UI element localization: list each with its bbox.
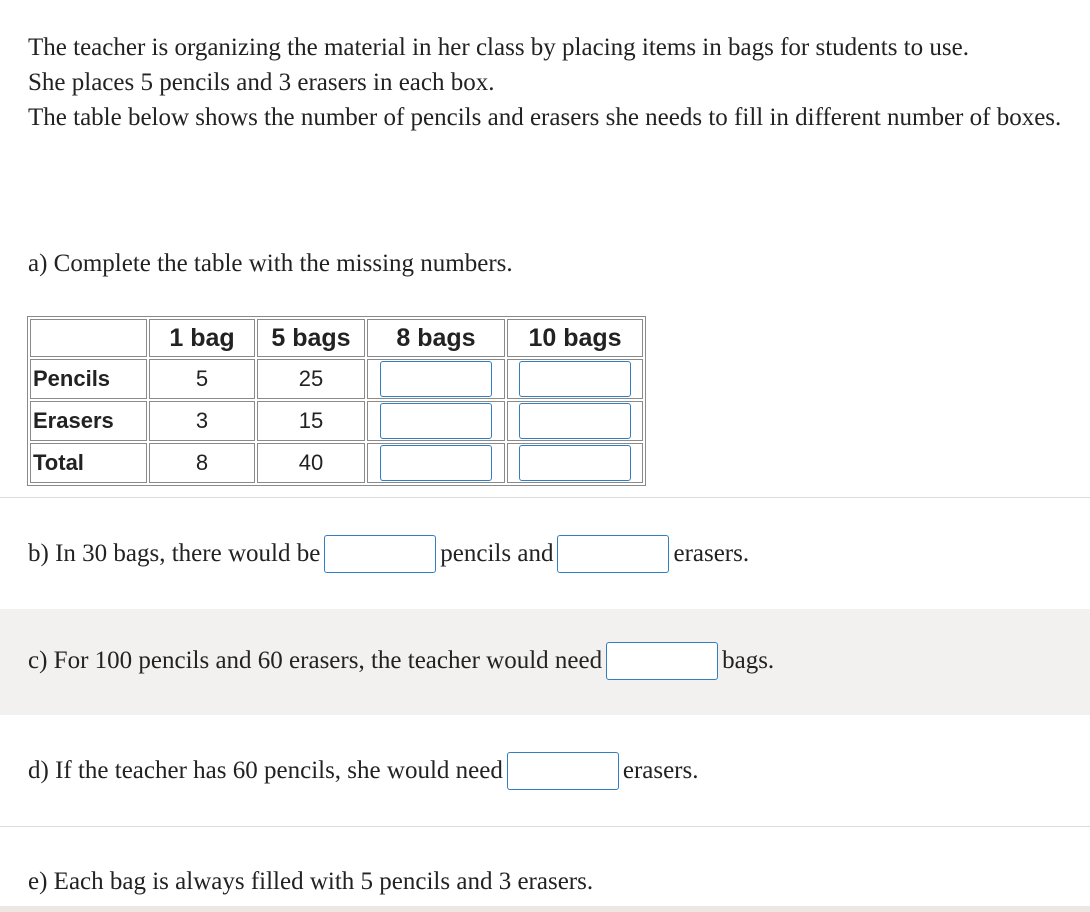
- table-row: [30, 401, 643, 441]
- erasers-10-bags-cell: [507, 401, 643, 441]
- bottom-bar: [0, 906, 1090, 912]
- part-c-bags-input[interactable]: [606, 642, 718, 680]
- part-b-erasers-input[interactable]: [557, 535, 669, 573]
- header-8-bags: 8 bags: [367, 319, 505, 357]
- row-label-total: Total: [30, 443, 147, 483]
- part-b-text-2: pencils and: [440, 540, 554, 567]
- total-1-bag: 8: [149, 443, 255, 483]
- pencils-1-bag: 5: [149, 359, 255, 399]
- intro-line-1: The teacher is organizing the material in her class by placing items in bags for students to use.: [28, 34, 969, 61]
- pencils-5-bags: 25: [257, 359, 365, 399]
- pencils-10-bags-cell: [507, 359, 643, 399]
- part-e-text-1: e) Each bag is always filled with 5 pencils and 3 erasers.: [28, 868, 594, 895]
- part-d-text-1: d) If the teacher has 60 pencils, she would need: [28, 757, 503, 784]
- total-10-bags-cell: [507, 443, 643, 483]
- pencils-8-bags-cell: [367, 359, 505, 399]
- part-d-erasers-input[interactable]: [507, 752, 619, 790]
- row-label-pencils: Pencils: [30, 359, 147, 399]
- part-e: [28, 862, 593, 902]
- table-row: [30, 359, 643, 399]
- pencils-8-bags-input[interactable]: [380, 361, 492, 397]
- divider: [0, 826, 1090, 827]
- part-c-text-2: bags.: [722, 647, 775, 674]
- erasers-1-bag: 3: [149, 401, 255, 441]
- total-8-bags-cell: [367, 443, 505, 483]
- header-empty: [30, 319, 147, 357]
- total-5-bags: 40: [257, 443, 365, 483]
- table-header-row: [30, 319, 643, 357]
- part-b: [28, 534, 749, 574]
- divider: [0, 497, 1090, 498]
- erasers-8-bags-cell: [367, 401, 505, 441]
- part-b-text-1: b) In 30 bags, there would be: [28, 540, 321, 567]
- pencils-10-bags-input[interactable]: [519, 361, 631, 397]
- total-8-bags-input[interactable]: [380, 445, 492, 481]
- erasers-10-bags-input[interactable]: [519, 403, 631, 439]
- part-b-text-3: erasers.: [673, 540, 750, 567]
- header-1-bag: 1 bag: [149, 319, 255, 357]
- part-c: [28, 641, 774, 681]
- intro-line-3: The table below shows the number of pencils and erasers she needs to fill in different number of boxes.: [28, 104, 1062, 131]
- erasers-5-bags: 15: [257, 401, 365, 441]
- table-row: [30, 443, 643, 483]
- erasers-8-bags-input[interactable]: [380, 403, 492, 439]
- problem-intro: [28, 30, 1078, 135]
- part-c-text-1: c) For 100 pencils and 60 erasers, the teacher would need: [28, 647, 603, 674]
- intro-line-2: She places 5 pencils and 3 erasers in each box.: [28, 69, 495, 96]
- bags-table: [27, 316, 646, 486]
- part-d-text-2: erasers.: [622, 757, 699, 784]
- part-a-prompt: a) Complete the table with the missing numbers.: [28, 250, 513, 277]
- part-b-pencils-input[interactable]: [324, 535, 436, 573]
- row-label-erasers: Erasers: [30, 401, 147, 441]
- part-d: [28, 751, 699, 791]
- total-10-bags-input[interactable]: [519, 445, 631, 481]
- header-10-bags: 10 bags: [507, 319, 643, 357]
- header-5-bags: 5 bags: [257, 319, 365, 357]
